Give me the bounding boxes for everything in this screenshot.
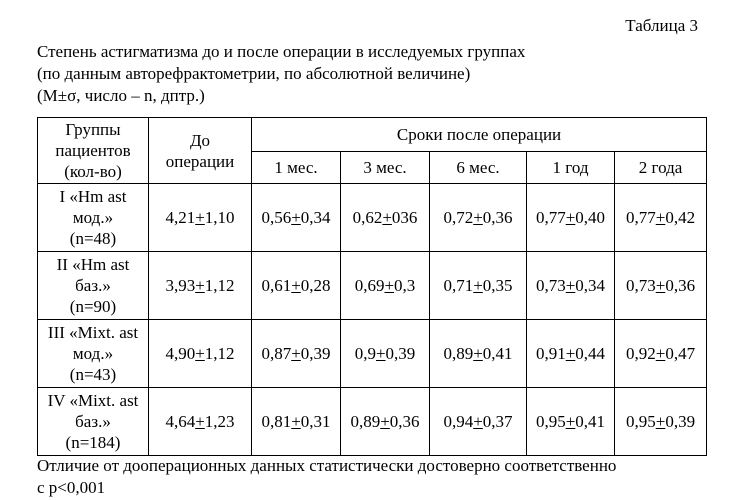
term-value-cell	[615, 184, 707, 252]
sd-value: 1,12	[204, 276, 235, 295]
sd-value: 036	[391, 208, 418, 227]
mean-value: 0,71	[443, 276, 474, 295]
plus-minus-sign: +	[655, 344, 666, 363]
mean-value: 0,56	[261, 208, 292, 227]
group-label-line: III «Mixt. ast	[47, 323, 139, 342]
mean-value: 0,95	[535, 412, 566, 431]
sd-value: 0,36	[389, 412, 420, 431]
sd-value: 0,36	[482, 208, 513, 227]
header-before-surgery: До операции	[149, 118, 252, 184]
footnote	[37, 455, 616, 499]
term-value-cell	[430, 320, 527, 388]
group-label-line: мод.»	[72, 344, 114, 363]
sd-value: 1,10	[204, 208, 235, 227]
before-surgery-cell	[149, 252, 252, 320]
footnote-line: с р<0,001	[37, 478, 106, 497]
caption-line: (M±σ, число – n, дптр.)	[37, 86, 205, 105]
sd-value: 0,42	[665, 208, 696, 227]
header-term: 1 мес.	[252, 152, 341, 184]
mean-value: 4,21	[165, 208, 196, 227]
sd-value: 0,41	[575, 412, 606, 431]
term-value-cell	[341, 252, 430, 320]
mean-value: 4,64	[165, 412, 196, 431]
sd-value: 1,12	[204, 344, 235, 363]
plus-minus-sign: +	[473, 276, 483, 295]
term-value-cell	[527, 184, 615, 252]
plus-minus-sign: +	[473, 412, 483, 431]
group-label-line: I «Hm ast	[59, 187, 127, 206]
term-value-cell	[252, 388, 341, 456]
before-surgery-cell	[149, 320, 252, 388]
term-value-cell	[252, 320, 341, 388]
group-label-line: баз.»	[75, 276, 111, 295]
mean-value: 0,89	[443, 344, 474, 363]
mean-value: 0,91	[535, 344, 566, 363]
mean-value: 0,9	[354, 344, 376, 363]
header-term: 1 год	[527, 152, 615, 184]
header-terms-title: Сроки после операции	[252, 118, 707, 152]
group-label-line: баз.»	[75, 412, 111, 431]
sd-value: 0,34	[300, 208, 331, 227]
sd-value: 0,39	[385, 344, 416, 363]
group-label-line: IV «Mixt. ast	[47, 391, 139, 410]
mean-value: 0,92	[625, 344, 656, 363]
term-value-cell	[527, 388, 615, 456]
plus-minus-sign: +	[384, 276, 395, 295]
group-label-line: (n=48)	[69, 229, 117, 248]
plus-minus-sign: +	[195, 208, 205, 227]
table-row	[38, 252, 707, 320]
group-cell	[38, 184, 149, 252]
sd-value: 0,3	[394, 276, 416, 295]
plus-minus-sign: +	[291, 276, 301, 295]
sd-value: 0,39	[300, 344, 331, 363]
plus-minus-sign: +	[382, 208, 392, 227]
mean-value: 0,61	[261, 276, 292, 295]
sd-value: 0,34	[575, 276, 606, 295]
term-value-cell	[527, 252, 615, 320]
group-cell	[38, 388, 149, 456]
group-cell	[38, 252, 149, 320]
plus-minus-sign: +	[380, 412, 390, 431]
sd-value: 0,40	[575, 208, 606, 227]
group-label-line: мод.»	[72, 208, 114, 227]
term-value-cell	[341, 320, 430, 388]
term-value-cell	[341, 388, 430, 456]
term-value-cell	[615, 388, 707, 456]
mean-value: 0,81	[261, 412, 292, 431]
sd-value: 0,41	[482, 344, 513, 363]
plus-minus-sign: +	[291, 412, 301, 431]
plus-minus-sign: +	[195, 412, 205, 431]
header-row	[38, 118, 707, 152]
term-value-cell	[615, 252, 707, 320]
header-groups: Группы пациентов (кол-во)	[38, 118, 149, 184]
term-value-cell	[430, 184, 527, 252]
group-cell	[38, 320, 149, 388]
term-value-cell	[430, 388, 527, 456]
header-term: 6 мес.	[430, 152, 527, 184]
plus-minus-sign: +	[655, 208, 666, 227]
table-row	[38, 388, 707, 456]
term-value-cell	[341, 184, 430, 252]
before-surgery-cell	[149, 184, 252, 252]
table-number-label: Таблица 3	[625, 16, 698, 35]
mean-value: 0,77	[625, 208, 656, 227]
mean-value: 0,87	[261, 344, 292, 363]
plus-minus-sign: +	[565, 208, 576, 227]
term-value-cell	[430, 252, 527, 320]
plus-minus-sign: +	[291, 208, 301, 227]
mean-value: 0,73	[535, 276, 566, 295]
header-term: 3 мес.	[341, 152, 430, 184]
group-label-line: (n=43)	[69, 365, 117, 384]
sd-value: 0,47	[665, 344, 696, 363]
plus-minus-sign: +	[655, 412, 666, 431]
plus-minus-sign: +	[195, 344, 205, 363]
term-value-cell	[527, 320, 615, 388]
mean-value: 4,90	[165, 344, 196, 363]
mean-value: 0,95	[625, 412, 656, 431]
mean-value: 0,73	[625, 276, 656, 295]
sd-value: 0,28	[300, 276, 331, 295]
term-value-cell	[252, 184, 341, 252]
group-label-line: (n=184)	[65, 433, 121, 452]
plus-minus-sign: +	[291, 344, 301, 363]
plus-minus-sign: +	[375, 344, 386, 363]
mean-value: 3,93	[165, 276, 196, 295]
mean-value: 0,69	[354, 276, 385, 295]
group-label-line: (n=90)	[69, 297, 117, 316]
results-table	[37, 117, 707, 456]
mean-value: 0,72	[443, 208, 474, 227]
caption-line: Степень астигматизма до и после операции в исследуемых группах	[37, 42, 526, 61]
before-surgery-cell	[149, 388, 252, 456]
table-caption	[37, 41, 525, 107]
sd-value: 0,37	[482, 412, 513, 431]
term-value-cell	[252, 252, 341, 320]
plus-minus-sign: +	[195, 276, 205, 295]
mean-value: 0,94	[443, 412, 474, 431]
plus-minus-sign: +	[473, 344, 483, 363]
mean-value: 0,77	[535, 208, 566, 227]
sd-value: 0,31	[300, 412, 331, 431]
caption-line: (по данным авторефрактометрии, по абсолютной величине)	[37, 64, 471, 83]
mean-value: 0,89	[350, 412, 381, 431]
table-row	[38, 320, 707, 388]
plus-minus-sign: +	[565, 412, 576, 431]
table-row	[38, 184, 707, 252]
header-term: 2 года	[615, 152, 707, 184]
sd-value: 0,39	[665, 412, 696, 431]
group-label-line: II «Hm ast	[56, 255, 130, 274]
footnote-line: Отличие от дооперационных данных статистически достоверно соответственно	[37, 456, 617, 475]
sd-value: 0,35	[482, 276, 513, 295]
plus-minus-sign: +	[565, 276, 576, 295]
plus-minus-sign: +	[473, 208, 483, 227]
sd-value: 1,23	[204, 412, 235, 431]
term-value-cell	[615, 320, 707, 388]
plus-minus-sign: +	[565, 344, 576, 363]
sd-value: 0,36	[665, 276, 696, 295]
mean-value: 0,62	[352, 208, 383, 227]
sd-value: 0,44	[575, 344, 606, 363]
plus-minus-sign: +	[655, 276, 666, 295]
